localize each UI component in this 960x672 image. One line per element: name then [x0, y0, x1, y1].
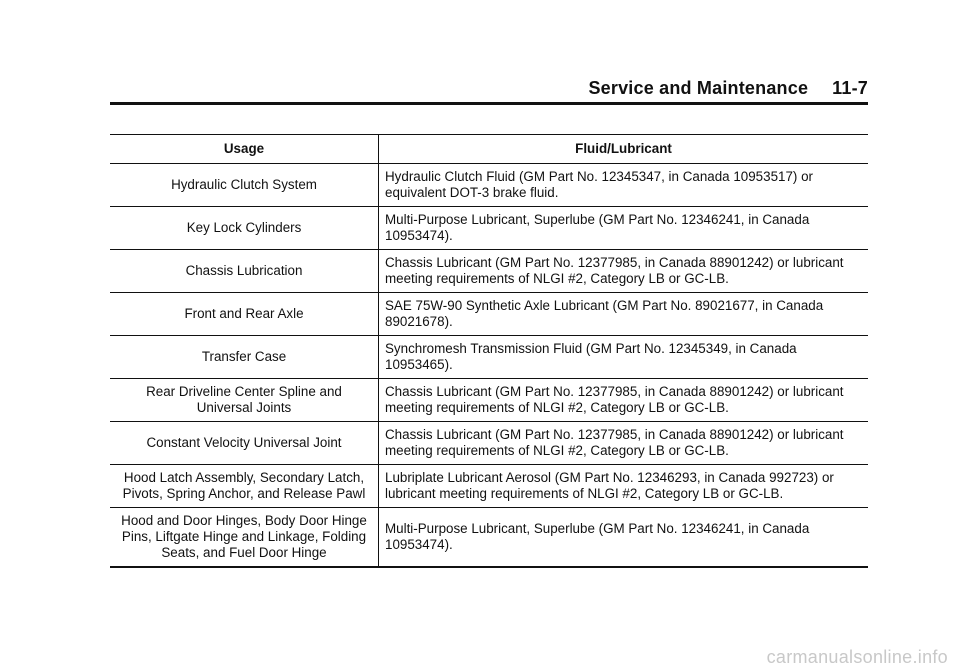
table-row — [110, 250, 868, 293]
column-header-usage: Usage — [110, 135, 379, 164]
fluids-lubricants-table — [110, 134, 868, 568]
fluid-cell: Lubriplate Lubricant Aerosol (GM Part No. 12346293, in Canada 992723) or lubricant meeting requirements of NLGI #2, Category LB or GC-LB. — [379, 465, 869, 508]
usage-cell: Constant Velocity Universal Joint — [110, 422, 379, 465]
table-row — [110, 207, 868, 250]
table-row — [110, 336, 868, 379]
usage-cell: Chassis Lubrication — [110, 250, 379, 293]
fluid-cell: Multi-Purpose Lubricant, Superlube (GM Part No. 12346241, in Canada 10953474). — [379, 207, 869, 250]
table-row — [110, 465, 868, 508]
column-header-fluid: Fluid/Lubricant — [379, 135, 869, 164]
table-header-row — [110, 135, 868, 164]
table-row — [110, 379, 868, 422]
fluid-cell: Chassis Lubricant (GM Part No. 12377985, in Canada 88901242) or lubricant meeting requirements of NLGI #2, Category LB or GC-LB. — [379, 379, 869, 422]
fluid-cell: Chassis Lubricant (GM Part No. 12377985, in Canada 88901242) or lubricant meeting requirements of NLGI #2, Category LB or GC-LB. — [379, 422, 869, 465]
fluid-cell: Chassis Lubricant (GM Part No. 12377985, in Canada 88901242) or lubricant meeting requirements of NLGI #2, Category LB or GC-LB. — [379, 250, 869, 293]
table-row — [110, 422, 868, 465]
header-rule — [110, 102, 868, 105]
site-watermark: carmanualsonline.info — [766, 647, 948, 667]
page-number: 11-7 — [832, 78, 868, 98]
usage-cell: Front and Rear Axle — [110, 293, 379, 336]
usage-cell: Hydraulic Clutch System — [110, 164, 379, 207]
page-header — [110, 78, 868, 99]
usage-cell: Transfer Case — [110, 336, 379, 379]
fluid-cell: SAE 75W-90 Synthetic Axle Lubricant (GM Part No. 89021677, in Canada 89021678). — [379, 293, 869, 336]
usage-cell: Hood and Door Hinges, Body Door Hinge Pins, Liftgate Hinge and Linkage, Folding Seats, and Fuel Door Hinge — [110, 508, 379, 568]
usage-cell: Key Lock Cylinders — [110, 207, 379, 250]
table-row — [110, 164, 868, 207]
fluid-cell: Multi-Purpose Lubricant, Superlube (GM Part No. 12346241, in Canada 10953474). — [379, 508, 869, 568]
usage-cell: Rear Driveline Center Spline and Universal Joints — [110, 379, 379, 422]
section-title: Service and Maintenance — [588, 78, 809, 98]
fluid-cell: Synchromesh Transmission Fluid (GM Part No. 12345349, in Canada 10953465). — [379, 336, 869, 379]
table-row — [110, 508, 868, 568]
usage-cell: Hood Latch Assembly, Secondary Latch, Pivots, Spring Anchor, and Release Pawl — [110, 465, 379, 508]
fluid-cell: Hydraulic Clutch Fluid (GM Part No. 12345347, in Canada 10953517) or equivalent DOT-3 brake fluid. — [379, 164, 869, 207]
table-row — [110, 293, 868, 336]
